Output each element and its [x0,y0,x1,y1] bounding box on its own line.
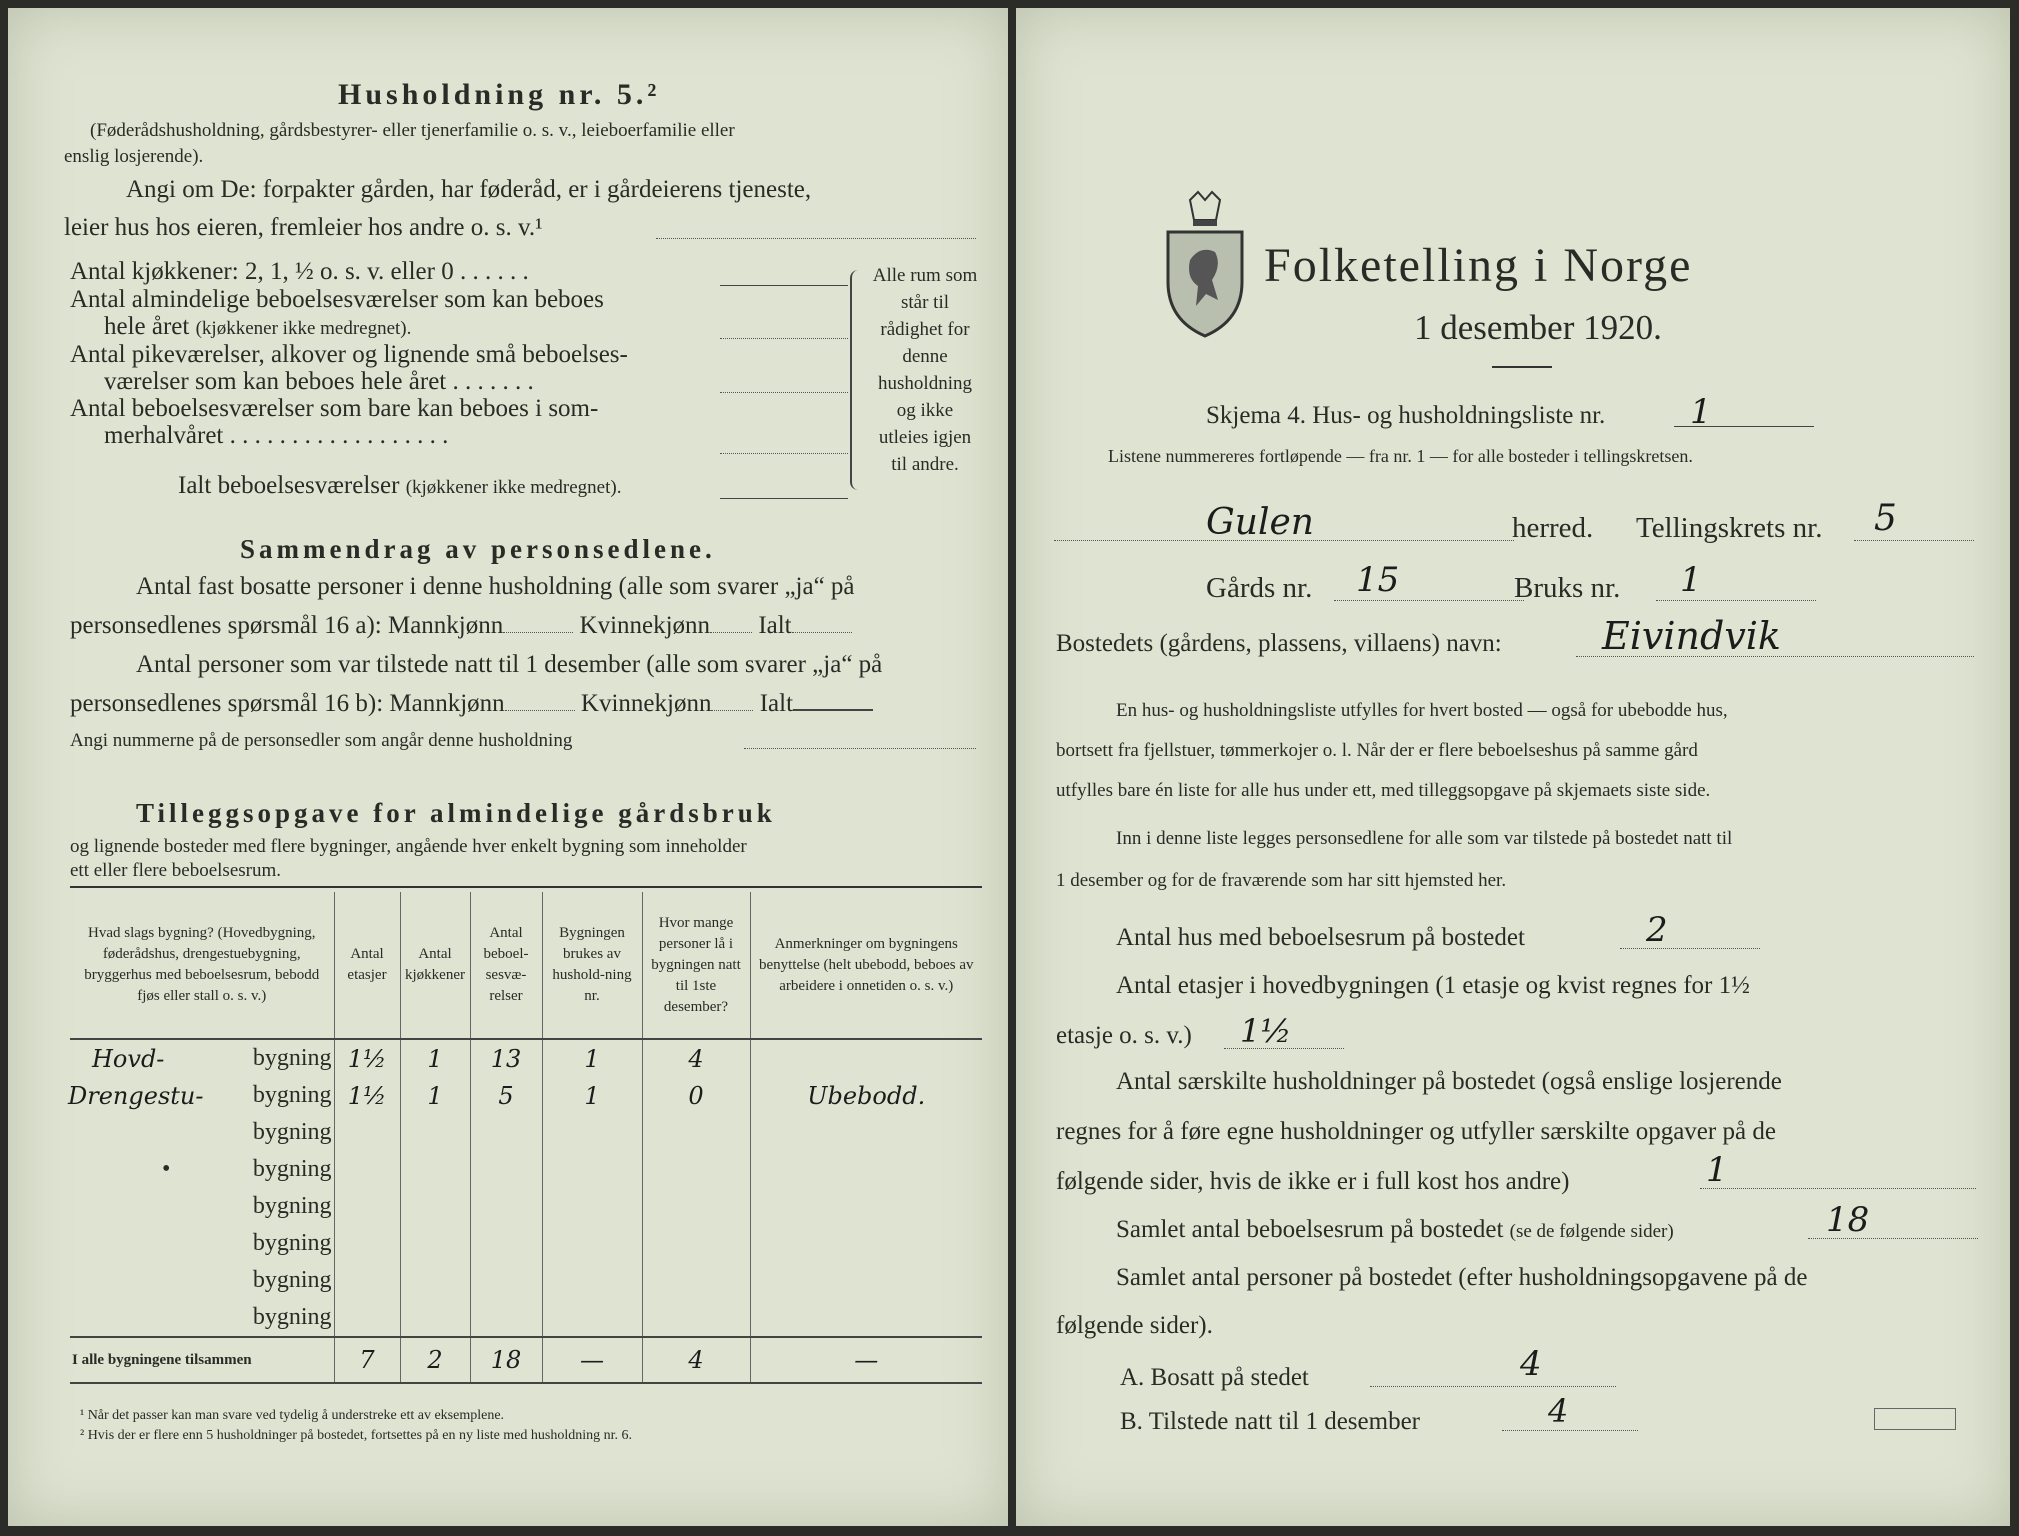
building-type: Hovd- bygning [92,1044,332,1073]
table-row [70,1225,982,1262]
bosatt-label: A. Bosatt på stedet [1120,1364,1309,1391]
cell-remarks [750,1039,982,1077]
header-persons: Hvor mange personer lå i bygningen natt til 1ste desember? [642,892,750,1039]
cell-floors: 1½ [334,1039,400,1077]
krets-value: 5 [1874,498,1897,539]
total-kitchens: 2 [400,1337,470,1383]
building-type: • bygning [162,1156,332,1182]
building-type: Drengestu- bygning [68,1081,332,1110]
cell-rooms: 13 [470,1039,542,1077]
total-floors: 7 [334,1337,400,1383]
title-rule [1492,366,1552,368]
para-1: En hus- og husholdningsliste utfylles for hvert bosted — også for ubebodde hus, [1116,700,1728,721]
footnote-1: ¹ Når det passer kan man svare ved tydelig å understreke ett av eksemplene. [80,1408,505,1423]
summary-p2b: personsedlenes spørsmål 16 b): Mannkjønn Kvinnekjønn Ialt [70,690,873,718]
left-page [8,8,1008,1526]
angi-line-1: Angi om De: forpakter gården, har føderåd, er i gårdeierens tjeneste, [126,176,812,203]
cell-persons: 4 [642,1039,750,1077]
rooms-ordinary-2: hele året (kjøkkener ikke medregnet). [104,313,412,340]
household-intro: (Føderådshusholdning, gårdsbestyrer- eller tjenerfamilie o. s. v., leieboerfamilie eller [90,120,735,141]
bruks-line [1656,600,1816,601]
census-title: Folketelling i Norge [1264,239,1693,292]
table-row [70,1077,982,1114]
cell-kitchens: 1 [400,1077,470,1114]
rooms-line-1 [720,285,848,286]
rooms-summer-2: merhalvåret . . . . . . . . . . . . . . . . . . [104,422,449,449]
cell-remarks: Ubebodd. [750,1077,982,1114]
rooms-summer-1: Antal beboelsesværelser som bare kan beboes i som- [70,395,599,422]
cell-household: 1 [542,1039,642,1077]
bruks-label: Bruks nr. [1514,572,1621,604]
printer-stamp [1874,1408,1956,1430]
summary-angi-line [744,748,976,749]
rooms-line-2 [720,338,848,339]
bosted-value: Eivindvik [1602,614,1781,658]
tillegg-sub-1: og lignende bosteder med flere bygninger, angående hver enkelt bygning som inneholder [70,836,747,857]
table-row [70,1114,982,1151]
hush-line-1: Antal særskilte husholdninger på bostedet (også enslige losjerende [1116,1068,1782,1095]
etasjer-value: 1½ [1240,1012,1292,1050]
rooms-ordinary-1: Antal almindelige beboelsesværelser som kan beboes [70,286,604,313]
rooms-brace [850,270,862,490]
table-total-row [70,1337,982,1383]
rooms-line-3 [720,392,848,393]
hus-label: Antal hus med beboelsesrum på bostedet [1116,924,1525,951]
krets-line [1854,540,1974,541]
bosatt-value: 4 [1520,1344,1542,1384]
table-row [70,1262,982,1299]
cell-rooms: 5 [470,1077,542,1114]
listene-note: Listene nummereres fortløpende — fra nr. 1 — for alle bosteder i tellingskretsen. [1108,446,1693,466]
norway-coat-of-arms-icon [1160,190,1250,340]
schema-number-line [1674,426,1814,427]
herred-value: Gulen [1206,502,1314,543]
tilstede-label: B. Tilstede natt til 1 desember [1120,1408,1420,1435]
cell-floors: 1½ [334,1077,400,1114]
rooms-maid-2: værelser som kan beboes hele året . . . . . . . [104,368,534,395]
angi-line-2: leier hus hos eieren, fremleier hos andre o. s. v.¹ [64,214,543,241]
para-5: 1 desember og for de fraværende som har sitt hjemsted her. [1056,870,1507,891]
total-label: I alle bygningene tilsammen [70,1337,334,1383]
table-row [70,1299,982,1337]
schema-number: 1 [1690,392,1712,432]
household-intro-2: enslig losjerende). [64,146,204,167]
hus-value: 2 [1646,910,1668,950]
header-household-nr: Bygningen brukes av hushold-ning nr. [542,892,642,1039]
para-4: Inn i denne liste legges personsedlene for alle som var tilstede på bostedet natt til [1116,828,1733,849]
rooms-line-4 [720,453,848,454]
building-type: bygning [252,1230,332,1256]
buildings-table [70,892,982,1384]
etasjer-line-1: Antal etasjer i hovedbygningen (1 etasje og kvist regnes for 1½ [1116,972,1750,999]
table-row [70,1188,982,1225]
para-2: bortsett fra fjellstuer, tømmerkojer o. l. Når der er flere beboelseshus på samme gård [1056,740,1698,761]
hush-line-2: regnes for å føre egne husholdninger og utfyller særskilte opgaver på de [1056,1118,1776,1145]
bruks-value: 1 [1680,560,1702,600]
summary-p2a: Antal personer som var tilstede natt til 1 desember (alle som svarer „ja“ på [136,651,883,678]
footnote-2: ² Hvis der er flere enn 5 husholdninger på bostedet, fortsettes på en ny liste med husholdning nr. 6. [80,1428,633,1443]
household-title: Husholdning nr. 5.² [338,78,661,111]
building-type: bygning [252,1119,332,1145]
rooms-total: Ialt beboelsesværelser (kjøkkener ikke medregnet). [178,472,622,499]
census-date: 1 desember 1920. [1414,308,1662,347]
bosted-line [1576,656,1974,657]
total-rooms: 18 [470,1337,542,1383]
samlet-rum-line [1808,1238,1978,1239]
gards-line [1334,600,1524,601]
building-type: bygning [252,1193,332,1219]
table-row [70,1151,982,1188]
cell-persons: 0 [642,1077,750,1114]
samlet-pers-2: følgende sider). [1056,1312,1213,1339]
gards-value: 15 [1356,560,1400,600]
herred-label: herred. [1512,512,1594,544]
summary-angi: Angi nummerne på de personsedler som angår denne husholdning [70,730,573,751]
gards-label: Gårds nr. [1206,572,1313,604]
samlet-rum-value: 18 [1826,1200,1870,1240]
angi-answer-line [656,238,976,239]
herred-line [1054,540,1514,541]
schema-line: Skjema 4. Hus- og husholdningsliste nr. [1206,402,1606,429]
rooms-kitchens: Antal kjøkkener: 2, 1, ½ o. s. v. eller 0 . . . . . . [70,258,529,285]
building-type: bygning [252,1267,332,1293]
table-row [70,1039,982,1077]
total-household: — [542,1337,642,1383]
tilstede-line [1502,1430,1638,1431]
building-type: bygning [252,1304,332,1330]
tillegg-title: Tilleggsopgave for almindelige gårdsbruk [136,798,776,828]
right-page [1016,8,2010,1526]
rooms-maid-1: Antal pikeværelser, alkover og lignende små beboelses- [70,341,628,368]
krets-label: Tellingskrets nr. [1636,512,1823,544]
bosatt-line [1370,1386,1616,1387]
header-remarks: Anmerkninger om bygningens benyttelse (helt ubebodd, beboes av arbeidere i onnetiden o. s. v.) [750,892,982,1039]
hus-line [1620,948,1760,949]
bosted-label: Bostedets (gårdens, plassens, villaens) navn: [1056,630,1502,657]
hush-value: 1 [1706,1150,1728,1190]
header-kitchens: Antal kjøkkener [400,892,470,1039]
header-building-type: Hvad slags bygning? (Hovedbygning, føderådshus, drengestuebygning, bryggerhus med beboelsesrum, bebodd fjøs eller stall o. s. v.) [70,892,334,1039]
samlet-rum: Samlet antal beboelsesrum på bostedet (se de følgende sider) [1116,1216,1674,1243]
total-persons: 4 [642,1337,750,1383]
summary-title: Sammendrag av personsedlene. [240,534,716,564]
rooms-brace-note: Alle rum som står til rådighet for denne husholdning og ikke utleies igjen til andre. [872,265,978,475]
samlet-pers-1: Samlet antal personer på bostedet (efter husholdningsopgavene på de [1116,1264,1808,1291]
etasjer-line-2: etasje o. s. v.) [1056,1022,1192,1049]
tilstede-value: 4 [1548,1392,1569,1430]
summary-p1b: personsedlenes spørsmål 16 a): Mannkjønn Kvinnekjønn Ialt [70,612,852,640]
header-rooms: Antal beboel-sesvæ-relser [470,892,542,1039]
summary-p1a: Antal fast bosatte personer i denne husholdning (alle som svarer „ja“ på [136,573,855,600]
hush-answer-line [1700,1188,1976,1189]
table-top-rule [70,886,982,888]
total-remarks: — [750,1337,982,1383]
header-floors: Antal etasjer [334,892,400,1039]
rooms-line-5 [720,498,848,499]
cell-household: 1 [542,1077,642,1114]
para-3: utfylles bare én liste for alle hus under ett, med tilleggsopgave på skjemaets siste side. [1056,780,1711,801]
etasjer-answer-line [1224,1048,1344,1049]
tillegg-sub-2: ett eller flere beboelsesrum. [70,860,282,881]
cell-kitchens: 1 [400,1039,470,1077]
hush-line-3: følgende sider, hvis de ikke er i full kost hos andre) [1056,1168,1570,1195]
